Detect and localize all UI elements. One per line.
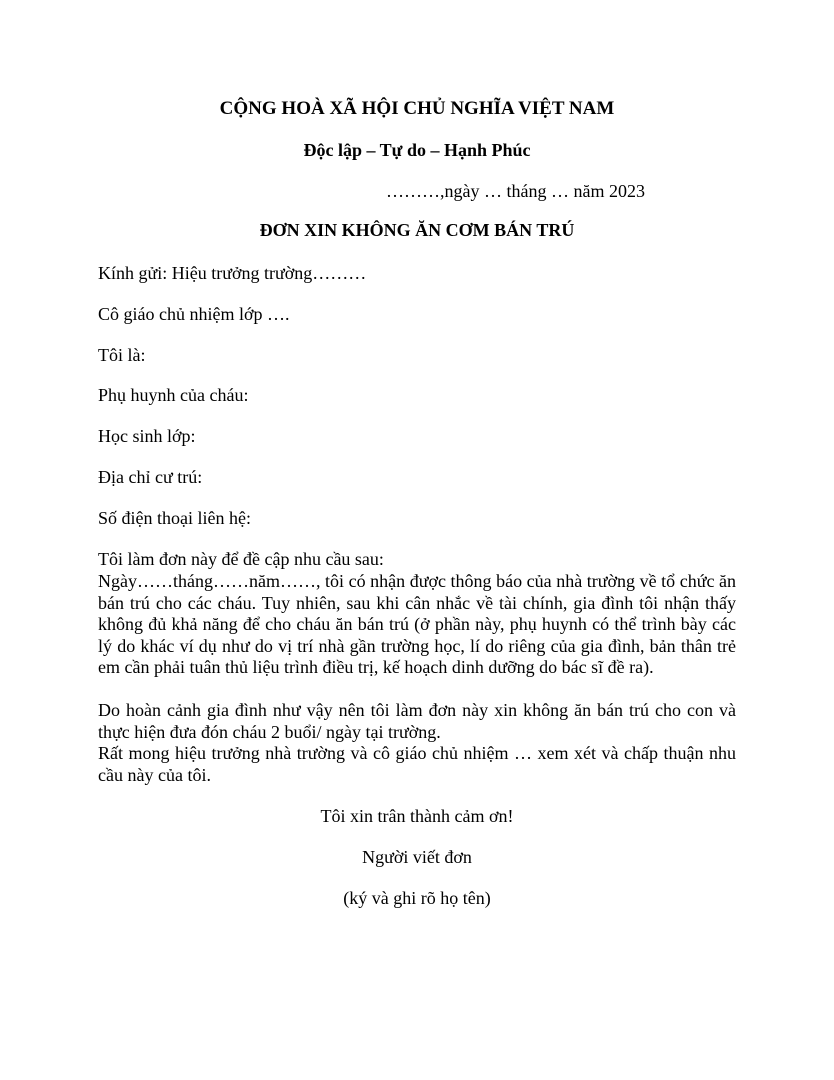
signature-note: (ký và ghi rõ họ tên) (343, 888, 491, 908)
phone-line: Số điện thoại liên hệ: (98, 508, 251, 528)
thanks-line: Tôi xin trân thành cảm ơn! (320, 806, 514, 826)
class-line: Học sinh lớp: (98, 426, 196, 446)
date-line: ………,ngày … tháng … năm 2023 (386, 181, 645, 201)
document-title: ĐƠN XIN KHÔNG ĂN CƠM BÁN TRÚ (259, 220, 575, 240)
address-line: Địa chỉ cư trú: (98, 467, 203, 487)
teacher-line: Cô giáo chủ nhiệm lớp …. (98, 304, 290, 324)
i-am-line: Tôi là: (98, 345, 146, 365)
parent-of-line: Phụ huynh của cháu: (98, 385, 249, 405)
notice-paragraph: Ngày……tháng……năm……, tôi có nhận được thông báo của nhà trường về tổ chức ăn bán trú cho các cháu. Tuy nhiên, sau khi cân nhắc về tài chính, gia đình tôi nhận thấy không đủ khả năng để cho cháu ăn bán trú (ở phần này, phụ huynh có thể trình bày các lý do khác ví dụ như do vị trí nhà gần trường học, lí do riêng của gia đình, bản thân trẻ em cần phải tuân thủ liệu trình điều trị, kế hoạch dinh dưỡng do bác sĩ đề ra). (98, 571, 736, 677)
hope-paragraph: Rất mong hiệu trưởng nhà trường và cô giáo chủ nhiệm … xem xét và chấp thuận nhu cầu này của tôi. (98, 743, 736, 785)
recipient-line: Kính gửi: Hiệu trưởng trường……… (98, 263, 367, 283)
request-paragraph: Do hoàn cảnh gia đình như vậy nên tôi làm đơn này xin không ăn bán trú cho con và thực hiện đưa đón cháu 2 buổi/ ngày tại trường. (98, 700, 736, 742)
signer-label: Người viết đơn (362, 847, 472, 867)
intro-paragraph: Tôi làm đơn này để đề cập nhu cầu sau: (98, 549, 384, 569)
motto-heading: Độc lập – Tự do – Hạnh Phúc (303, 140, 531, 160)
country-heading: CỘNG HOÀ XÃ HỘI CHỦ NGHĨA VIỆT NAM (219, 98, 615, 119)
